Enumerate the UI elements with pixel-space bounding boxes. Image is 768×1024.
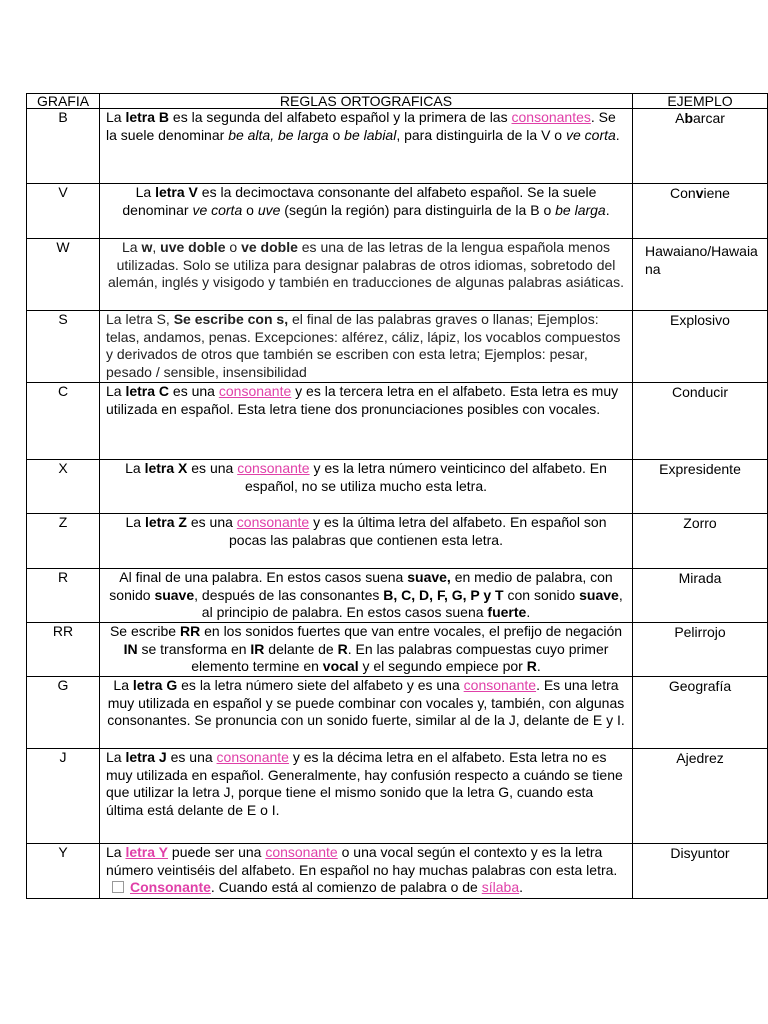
regla-cell: La letra J es una consonante y es la décima letra en el alfabeto. Esta letra no es muy utilizada en español. Generalmente, hay confusión respecto a cuándo se tiene que utilizar la letra J, porque tiene el mismo sonido que la letra G, cuando esta última está delante de E o I.: [100, 749, 633, 844]
regla-cell: Al final de una palabra. En estos casos suena suave, en medio de palabra, con sonido suave, después de las consonantes B, C, D, F, G, P y T con sonido suave, al principio de palabra. En estos casos suena fuerte.: [100, 569, 633, 623]
consonante-bold-link[interactable]: Consonante: [130, 879, 211, 895]
grafia-cell: Y: [27, 844, 100, 899]
table-row: [27, 844, 768, 899]
table-row: [27, 184, 768, 239]
regla-cell: La letra B es la segunda del alfabeto español y la primera de las consonantes. Se la suele denominar be alta, be larga o be labial, para distinguirla de la V o ve corta.: [100, 109, 633, 184]
consonante-link[interactable]: consonante: [218, 383, 292, 399]
consonante-link[interactable]: consonante: [216, 749, 289, 765]
grafia-cell: X: [27, 460, 100, 514]
ejemplo-cell: Geografía: [633, 677, 768, 749]
table-row: [27, 569, 768, 623]
table-row: [27, 383, 768, 460]
table-row: [27, 239, 768, 311]
ejemplo-cell: Explosivo: [633, 311, 768, 383]
header-ejemplo: EJEMPLO: [633, 94, 768, 109]
table-row: [27, 623, 768, 677]
regla-cell: La letra V es la decimoctava consonante del alfabeto español. Se la suele denominar ve corta o uve (según la región) para distinguirla de la B o be larga.: [100, 184, 633, 239]
header-reglas: REGLAS ORTOGRAFICAS: [100, 94, 633, 109]
table-row: [27, 109, 768, 184]
table-row: [27, 460, 768, 514]
regla-cell: La w, uve doble o ve doble es una de las letras de la lengua española menos utilizadas. Solo se utiliza para designar palabras de otros idiomas, sobretodo del alemán, inglés y visigodo y también en traducciones de algunas palabras asiáticas.: [100, 239, 633, 311]
table-row: [27, 677, 768, 749]
consonante-link[interactable]: consonante: [265, 844, 338, 860]
grafia-cell: G: [27, 677, 100, 749]
ejemplo-cell: Pelirrojo: [633, 623, 768, 677]
ejemplo-cell: Expresidente: [633, 460, 768, 514]
grafia-cell: R: [27, 569, 100, 623]
table-row: [27, 749, 768, 844]
grafia-cell: B: [27, 109, 100, 184]
ortografia-table: [26, 93, 768, 899]
table-header-row: [27, 94, 768, 109]
grafia-cell: J: [27, 749, 100, 844]
grafia-cell: Z: [27, 514, 100, 569]
regla-cell: La letra X es una consonante y es la letra número veinticinco del alfabeto. En español, no se utiliza mucho esta letra.: [100, 460, 633, 514]
ejemplo-cell: Conducir: [633, 383, 768, 460]
grafia-cell: S: [27, 311, 100, 383]
table-row: [27, 514, 768, 569]
missing-glyph-icon: [112, 881, 124, 893]
regla-cell: La letra S, Se escribe con s, el final de las palabras graves o llanas; Ejemplos: telas, andamos, penas. Excepciones: alférez, cáliz, lápiz, los vocablos compuestos y derivados de otros que también se escriben con esta letra; Ejemplos: pesar, pesado / sensible, insensibilidad: [100, 311, 633, 383]
grafia-cell: V: [27, 184, 100, 239]
ejemplo-cell: Mirada: [633, 569, 768, 623]
ejemplo-cell: Ajedrez: [633, 749, 768, 844]
letra-y-link[interactable]: letra Y: [125, 844, 169, 860]
regla-cell: Se escribe RR en los sonidos fuertes que van entre vocales, el prefijo de negación IN se transforma en IR delante de R. En las palabras compuestas cuyo primer elemento termine en vocal y el segundo empiece por R.: [100, 623, 633, 677]
consonante-link[interactable]: consonante: [463, 677, 537, 693]
header-grafia: GRAFIA: [27, 94, 100, 109]
silaba-link[interactable]: sílaba: [481, 879, 520, 895]
grafia-cell: C: [27, 383, 100, 460]
regla-cell: La letra G es la letra número siete del alfabeto y es una consonante. Es una letra muy utilizada en español y se puede combinar con vocales y, también, con algunas consonantes. Se pronuncia con un sonido fuerte, similar al de la J, delante de E y I.: [100, 677, 633, 749]
regla-cell: La letra C es una consonante y es la tercera letra en el alfabeto. Esta letra es muy utilizada en español. Esta letra tiene dos pronunciaciones posibles con vocales.: [100, 383, 633, 460]
regla-cell: La letra Z es una consonante y es la última letra del alfabeto. En español son pocas las palabras que contienen esta letra.: [100, 514, 633, 569]
consonantes-link[interactable]: consonantes: [511, 109, 591, 125]
grafia-cell: RR: [27, 623, 100, 677]
ejemplo-cell: Conviene: [633, 184, 768, 239]
ejemplo-cell: Disyuntor: [633, 844, 768, 899]
consonante-link[interactable]: consonante: [237, 460, 310, 476]
regla-cell: La letra Y puede ser una consonante o una vocal según el contexto y es la letra número veintiséis del alfabeto. En español no hay muchas palabras con esta letra.Consonante. Cuando está al comienzo de palabra o de sílaba.: [100, 844, 633, 899]
consonante-link[interactable]: consonante: [236, 514, 310, 530]
ejemplo-cell: Zorro: [633, 514, 768, 569]
ejemplo-cell: Hawaiano/Hawaiana: [633, 239, 768, 311]
ejemplo-cell: Abarcar: [633, 109, 768, 184]
table-row: [27, 311, 768, 383]
grafia-cell: W: [27, 239, 100, 311]
